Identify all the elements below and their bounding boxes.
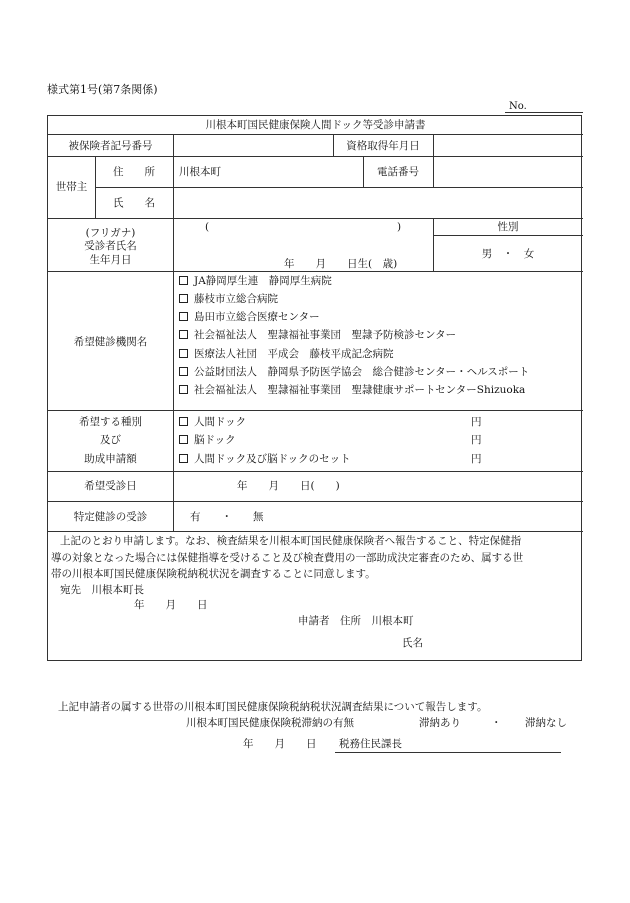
consent-line-2: 導の対象となった場合には保健指導を受けること及び検査費用の一部助成決定審査のため、属する世 [51, 552, 524, 564]
type-option[interactable] [179, 417, 246, 428]
checkbox[interactable] [179, 330, 188, 339]
specific-checkup-label: 特定健診の受診 [73, 511, 148, 523]
checkbox[interactable] [179, 417, 188, 426]
type-option[interactable] [179, 454, 351, 465]
row-line [48, 410, 583, 411]
birthdate-label: 生年月日 [89, 254, 132, 266]
amount-unit: 円 [471, 453, 482, 465]
institution-label: 希望健診機関名 [73, 336, 148, 348]
applicant-name: 氏名 [402, 637, 423, 649]
householder-label: 世帯主 [55, 181, 88, 193]
checkbox[interactable] [179, 349, 188, 358]
arrears-separator: ・ [491, 717, 502, 729]
furigana-paren-close: ) [397, 221, 402, 233]
institution-option-label: 藤枝市立総合病院 [194, 293, 278, 305]
institution-option-label: 医療法人社団 平成会 藤枝平成記念病院 [194, 348, 394, 360]
checkbox[interactable] [179, 454, 188, 463]
row-line [95, 187, 583, 188]
furigana-label: (フリガナ) [85, 227, 136, 239]
row-line [48, 134, 583, 135]
furigana-paren-open: ( [205, 221, 210, 233]
tax-status-label: 川根本町国民健康保険税滞納の有無 [186, 717, 354, 729]
type-label-3: 助成申請額 [84, 453, 137, 465]
address-value: 川根本町 [179, 166, 221, 178]
amount-unit: 円 [471, 416, 482, 428]
no-label: No. [509, 101, 527, 112]
col-line [433, 134, 434, 187]
institution-option[interactable] [179, 294, 278, 305]
checkbox[interactable] [179, 385, 188, 394]
type-option-label: 人間ドック及び脳ドックのセット [194, 453, 351, 465]
examinee-name-label: 受診者氏名 [84, 240, 137, 252]
checkbox[interactable] [179, 276, 188, 285]
institution-option-label: 社会福祉法人 聖隷福祉事業団 聖隷健康サポートセンターShizuoka [194, 384, 526, 396]
row-line [48, 471, 583, 472]
no-underline [505, 112, 583, 113]
insured-number-label: 被保険者記号番号 [68, 140, 153, 152]
report-text: 上記申請者の属する世帯の川根本町国民健康保険税納税状況調査結果について報告します。 [58, 701, 488, 713]
application-date: 年 月 日 [134, 599, 208, 611]
section-chief: 税務住民課長 [339, 738, 402, 750]
form-number: 様式第1号(第7条関係) [47, 83, 158, 96]
row-line [48, 501, 583, 502]
institution-option-label: 島田市立総合医療センター [194, 311, 320, 323]
institution-option-label: 公益財団法人 静岡県予防医学協会 総合健診センター・ヘルスポート [194, 366, 530, 378]
institution-option[interactable] [179, 330, 456, 341]
consent-line-1: 上記のとおり申請します。なお、検査結果を川根本町国民健康保険者へ報告すること、特定保健指 [60, 535, 522, 547]
consent-line-3: 帯の川根本町国民健康保険税納税状況を調査することに同意します。 [51, 568, 376, 580]
phone-label: 電話番号 [377, 166, 419, 178]
institution-option[interactable] [179, 276, 332, 287]
exam-date-value[interactable]: 年 月 日( ) [237, 480, 340, 492]
addressee: 宛先 川根本町長 [60, 584, 144, 596]
col-line [173, 134, 174, 531]
row-line [48, 271, 583, 272]
checkbox[interactable] [179, 435, 188, 444]
address-label: 住 所 [113, 166, 155, 178]
amount-unit: 円 [471, 434, 482, 446]
checkbox[interactable] [179, 367, 188, 376]
chief-underline [335, 752, 561, 753]
type-label-2: 及び [100, 434, 121, 446]
institution-option-label: 社会福祉法人 聖隷福祉事業団 聖隷予防検診センター [194, 329, 457, 341]
report-date: 年 月 日 [243, 738, 317, 750]
qualification-date-label: 資格取得年月日 [346, 140, 420, 152]
specific-checkup-value[interactable]: 有 ・ 無 [190, 511, 264, 523]
institution-option[interactable] [179, 367, 529, 378]
row-line [48, 218, 583, 219]
checkbox[interactable] [179, 294, 188, 303]
type-option[interactable] [179, 435, 236, 446]
type-label-1: 希望する種別 [79, 416, 142, 428]
institution-option[interactable] [179, 312, 320, 323]
col-line [95, 156, 96, 218]
arrears-yes[interactable]: 滞納あり [419, 717, 461, 729]
name-label: 氏 名 [113, 197, 155, 209]
applicant-address: 申請者 住所 川根本町 [298, 615, 414, 627]
gender-options[interactable]: 男 ・ 女 [481, 248, 535, 260]
type-option-label: 人間ドック [194, 416, 247, 428]
institution-option[interactable] [179, 385, 525, 396]
exam-date-label: 希望受診日 [84, 480, 137, 492]
type-option-label: 脳ドック [194, 434, 236, 446]
institution-option[interactable] [179, 349, 394, 360]
gender-label: 性別 [497, 221, 519, 233]
application-form [47, 115, 582, 661]
arrears-no[interactable]: 滞納なし [525, 717, 567, 729]
row-line [48, 531, 583, 532]
institution-option-label: JA静岡厚生連 静岡厚生病院 [194, 275, 332, 287]
birthdate-value: 年 月 日生( 歳) [284, 258, 398, 270]
form-title: 川根本町国民健康保険人間ドック等受診申請書 [205, 119, 426, 131]
checkbox[interactable] [179, 312, 188, 321]
row-line [433, 235, 583, 236]
row-line [48, 156, 583, 157]
